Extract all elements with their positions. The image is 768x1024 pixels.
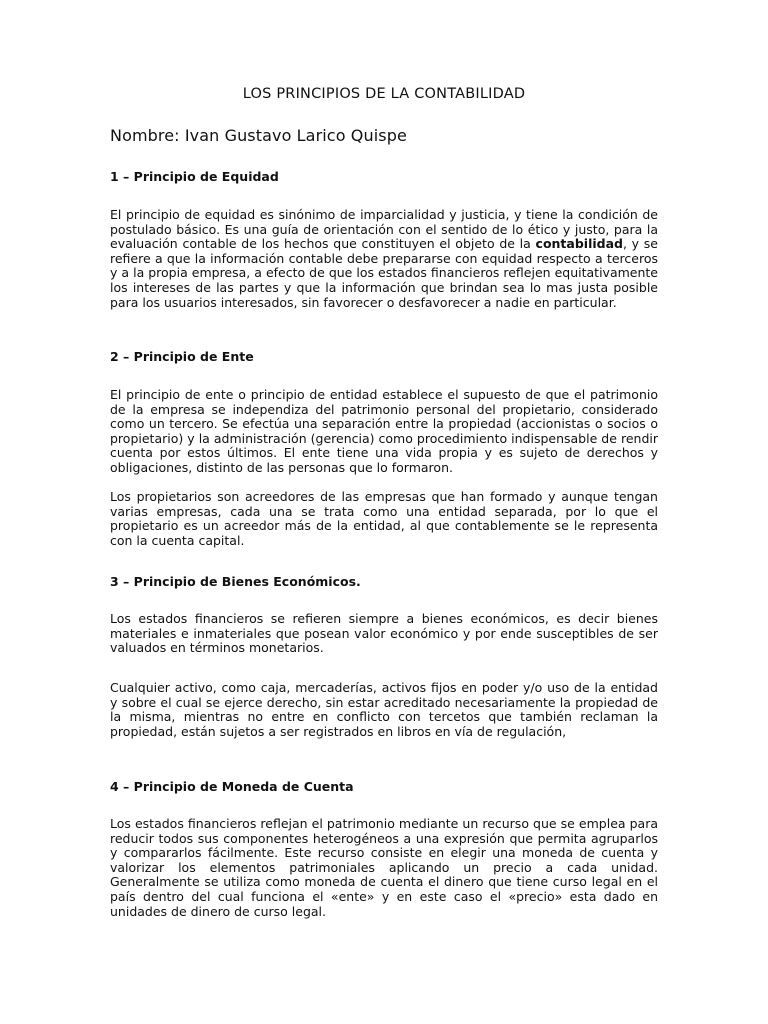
paragraph-ente-2: Los propietarios son acreedores de las empresas que han formado y aunque tengan varias empresas, cada una se trata como una entidad separada, por lo que el propietario es un acreedor más de la entidad, al que contablemente se le representa con la cuenta capital.: [110, 489, 658, 548]
bold-term-contabilidad: contabilidad: [535, 236, 623, 252]
paragraph-moneda-de-cuenta: Los estados financieros reflejan el patrimonio mediante un recurso que se emplea para reducir todos sus componentes heterogéneos a una expresión que permita agruparlos y compararlos fácilmente. Este recurso consiste en elegir una moneda de cuenta y valorizar los elementos patrimoniales aplicando un precio a cada unidad. Generalmente se utiliza como moneda de cuenta el dinero que tiene curso legal en el país dentro del cual funciona el «ente» y en este caso el «precio» esta dado en unidades de dinero de curso legal.: [110, 816, 658, 919]
paragraph-equidad: [110, 208, 658, 310]
paragraph-text: El principio de equidad es sinónimo de imparcialidad y justicia, y tiene la condición de postulado básico. Es una guía de orientación con el sentido de lo ético y justo, para la evaluación contable de los hechos que constituyen el objeto de la: [110, 207, 658, 252]
section-heading-bienes-economicos: 3 – Principio de Bienes Económicos.: [110, 574, 361, 589]
paragraph-text: , y se refiere a que la información contable debe prepararse con equidad respecto a terceros y a la propia empresa, a efecto de que los estados financieros reflejen equitativamente los intereses de las partes y que la información que brindan sea lo mas justa posible para los usuarios interesados, sin favorecer o desfavorecer a nadie en particular.: [110, 236, 659, 310]
paragraph-bienes-1: Los estados financieros se refieren siempre a bienes económicos, es decir bienes materiales e inmateriales que posean valor económico y por ende susceptibles de ser valuados en términos monetarios.: [110, 611, 658, 656]
section-heading-ente: 2 – Principio de Ente: [110, 349, 254, 364]
paragraph-bienes-2: Cualquier activo, como caja, mercaderías, activos fijos en poder y/o uso de la entidad y sobre el cual se ejerce derecho, sin estar acreditado necesariamente la propiedad de la misma, mientras no entre en conflicto con tercetos que también reclaman la propiedad, están sujetos a ser registrados en libros en vía de regulación,: [110, 680, 658, 739]
section-heading-equidad: 1 – Principio de Equidad: [110, 169, 279, 184]
section-heading-moneda-de-cuenta: 4 – Principio de Moneda de Cuenta: [110, 779, 354, 794]
document-title: LOS PRINCIPIOS DE LA CONTABILIDAD: [242, 86, 526, 102]
paragraph-ente-1: El principio de ente o principio de entidad establece el supuesto de que el patrimonio de la empresa se independiza del patrimonio personal del propietario, considerado como un tercero. Se efectúa una separación entre la propiedad (accionistas o socios o propietario) y la administración (gerencia) como procedimiento indispensable de rendir cuenta por estos últimos. El ente tiene una vida propia y es sujeto de derechos y obligaciones, distinto de las personas que lo formaron.: [110, 387, 658, 475]
author-name: Nombre: Ivan Gustavo Larico Quispe: [110, 126, 407, 145]
